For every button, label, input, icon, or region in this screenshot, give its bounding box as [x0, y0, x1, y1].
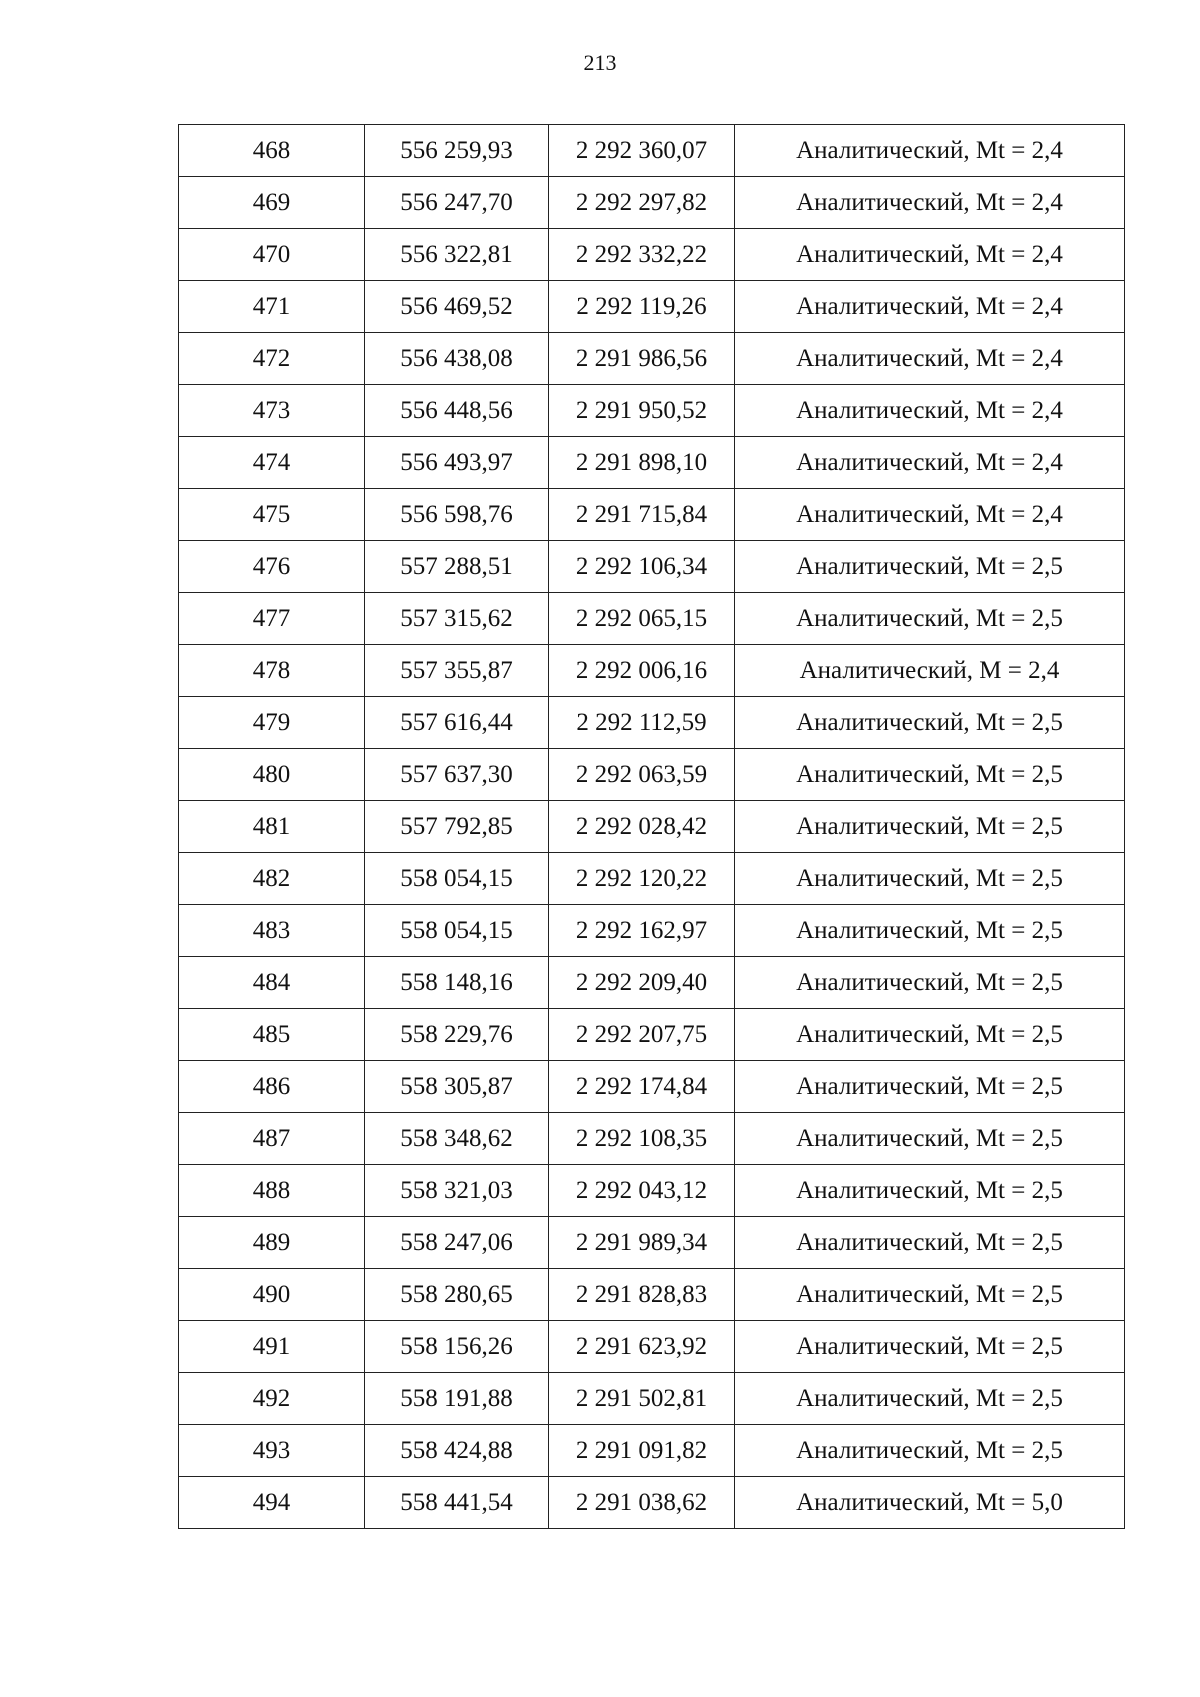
y-coordinate-cell: 2 292 360,07: [549, 125, 735, 177]
point-number-cell: 494: [179, 1477, 365, 1529]
y-coordinate-cell: 2 292 106,34: [549, 541, 735, 593]
method-cell: Аналитический, Mt = 5,0: [735, 1477, 1125, 1529]
point-number-cell: 470: [179, 229, 365, 281]
table-row: [179, 437, 1125, 489]
x-coordinate-cell: 557 616,44: [365, 697, 549, 749]
point-number-cell: 478: [179, 645, 365, 697]
point-number-cell: 476: [179, 541, 365, 593]
y-coordinate-cell: 2 291 502,81: [549, 1373, 735, 1425]
x-coordinate-cell: 558 348,62: [365, 1113, 549, 1165]
x-coordinate-cell: 557 792,85: [365, 801, 549, 853]
point-number-cell: 475: [179, 489, 365, 541]
table-row: [179, 1373, 1125, 1425]
table-row: [179, 1009, 1125, 1061]
point-number-cell: 493: [179, 1425, 365, 1477]
method-cell: Аналитический, Mt = 2,5: [735, 697, 1125, 749]
table-row: [179, 1425, 1125, 1477]
x-coordinate-cell: 558 148,16: [365, 957, 549, 1009]
y-coordinate-cell: 2 291 091,82: [549, 1425, 735, 1477]
y-coordinate-cell: 2 291 950,52: [549, 385, 735, 437]
point-number-cell: 479: [179, 697, 365, 749]
x-coordinate-cell: 557 288,51: [365, 541, 549, 593]
x-coordinate-cell: 556 247,70: [365, 177, 549, 229]
point-number-cell: 484: [179, 957, 365, 1009]
point-number-cell: 471: [179, 281, 365, 333]
x-coordinate-cell: 558 424,88: [365, 1425, 549, 1477]
y-coordinate-cell: 2 291 038,62: [549, 1477, 735, 1529]
x-coordinate-cell: 557 315,62: [365, 593, 549, 645]
x-coordinate-cell: 558 441,54: [365, 1477, 549, 1529]
x-coordinate-cell: 558 247,06: [365, 1217, 549, 1269]
x-coordinate-cell: 557 637,30: [365, 749, 549, 801]
point-number-cell: 468: [179, 125, 365, 177]
table-row: [179, 801, 1125, 853]
point-number-cell: 481: [179, 801, 365, 853]
y-coordinate-cell: 2 291 986,56: [549, 333, 735, 385]
method-cell: Аналитический, Mt = 2,4: [735, 385, 1125, 437]
method-cell: Аналитический, Mt = 2,4: [735, 125, 1125, 177]
method-cell: Аналитический, Mt = 2,5: [735, 1217, 1125, 1269]
x-coordinate-cell: 556 598,76: [365, 489, 549, 541]
x-coordinate-cell: 556 438,08: [365, 333, 549, 385]
x-coordinate-cell: 556 448,56: [365, 385, 549, 437]
y-coordinate-cell: 2 292 119,26: [549, 281, 735, 333]
x-coordinate-cell: 558 305,87: [365, 1061, 549, 1113]
point-number-cell: 477: [179, 593, 365, 645]
x-coordinate-cell: 558 054,15: [365, 905, 549, 957]
method-cell: Аналитический, Mt = 2,4: [735, 281, 1125, 333]
coordinates-table: [178, 124, 1125, 1529]
y-coordinate-cell: 2 292 063,59: [549, 749, 735, 801]
point-number-cell: 490: [179, 1269, 365, 1321]
point-number-cell: 473: [179, 385, 365, 437]
x-coordinate-cell: 558 280,65: [365, 1269, 549, 1321]
x-coordinate-cell: 558 054,15: [365, 853, 549, 905]
y-coordinate-cell: 2 292 207,75: [549, 1009, 735, 1061]
table-row: [179, 1165, 1125, 1217]
method-cell: Аналитический, Mt = 2,5: [735, 1009, 1125, 1061]
y-coordinate-cell: 2 292 065,15: [549, 593, 735, 645]
table-row: [179, 229, 1125, 281]
method-cell: Аналитический, Mt = 2,4: [735, 333, 1125, 385]
method-cell: Аналитический, Mt = 2,5: [735, 957, 1125, 1009]
y-coordinate-cell: 2 291 898,10: [549, 437, 735, 489]
table-row: [179, 1321, 1125, 1373]
x-coordinate-cell: 558 191,88: [365, 1373, 549, 1425]
table-row: [179, 281, 1125, 333]
point-number-cell: 469: [179, 177, 365, 229]
x-coordinate-cell: 558 229,76: [365, 1009, 549, 1061]
point-number-cell: 489: [179, 1217, 365, 1269]
table-row: [179, 905, 1125, 957]
y-coordinate-cell: 2 291 989,34: [549, 1217, 735, 1269]
x-coordinate-cell: 556 322,81: [365, 229, 549, 281]
y-coordinate-cell: 2 292 162,97: [549, 905, 735, 957]
method-cell: Аналитический, Mt = 2,5: [735, 1321, 1125, 1373]
point-number-cell: 487: [179, 1113, 365, 1165]
point-number-cell: 480: [179, 749, 365, 801]
x-coordinate-cell: 558 321,03: [365, 1165, 549, 1217]
table-row: [179, 749, 1125, 801]
method-cell: Аналитический, Mt = 2,4: [735, 177, 1125, 229]
x-coordinate-cell: 558 156,26: [365, 1321, 549, 1373]
point-number-cell: 472: [179, 333, 365, 385]
method-cell: Аналитический, Mt = 2,5: [735, 1373, 1125, 1425]
y-coordinate-cell: 2 291 828,83: [549, 1269, 735, 1321]
point-number-cell: 488: [179, 1165, 365, 1217]
point-number-cell: 491: [179, 1321, 365, 1373]
method-cell: Аналитический, Mt = 2,5: [735, 1425, 1125, 1477]
y-coordinate-cell: 2 292 120,22: [549, 853, 735, 905]
x-coordinate-cell: 557 355,87: [365, 645, 549, 697]
method-cell: Аналитический, Mt = 2,5: [735, 905, 1125, 957]
page-number: 213: [583, 50, 617, 75]
method-cell: Аналитический, Mt = 2,5: [735, 749, 1125, 801]
table-row: [179, 1113, 1125, 1165]
method-cell: Аналитический, Mt = 2,4: [735, 229, 1125, 281]
method-cell: Аналитический, Mt = 2,4: [735, 437, 1125, 489]
method-cell: Аналитический, Mt = 2,5: [735, 1165, 1125, 1217]
method-cell: Аналитический, Mt = 2,5: [735, 593, 1125, 645]
x-coordinate-cell: 556 469,52: [365, 281, 549, 333]
table-row: [179, 1061, 1125, 1113]
method-cell: Аналитический, Mt = 2,4: [735, 489, 1125, 541]
y-coordinate-cell: 2 292 209,40: [549, 957, 735, 1009]
method-cell: Аналитический, Mt = 2,5: [735, 1061, 1125, 1113]
y-coordinate-cell: 2 292 043,12: [549, 1165, 735, 1217]
y-coordinate-cell: 2 292 028,42: [549, 801, 735, 853]
table-row: [179, 385, 1125, 437]
table-row: [179, 957, 1125, 1009]
table-row: [179, 1217, 1125, 1269]
point-number-cell: 492: [179, 1373, 365, 1425]
y-coordinate-cell: 2 292 108,35: [549, 1113, 735, 1165]
table-row: [179, 333, 1125, 385]
method-cell: Аналитический, Mt = 2,5: [735, 1113, 1125, 1165]
y-coordinate-cell: 2 292 297,82: [549, 177, 735, 229]
table-row: [179, 645, 1125, 697]
table-row: [179, 125, 1125, 177]
method-cell: Аналитический, Mt = 2,5: [735, 801, 1125, 853]
point-number-cell: 485: [179, 1009, 365, 1061]
y-coordinate-cell: 2 292 112,59: [549, 697, 735, 749]
x-coordinate-cell: 556 259,93: [365, 125, 549, 177]
y-coordinate-cell: 2 291 623,92: [549, 1321, 735, 1373]
point-number-cell: 482: [179, 853, 365, 905]
table-row: [179, 489, 1125, 541]
table-row: [179, 697, 1125, 749]
method-cell: Аналитический, Mt = 2,5: [735, 853, 1125, 905]
table-row: [179, 1269, 1125, 1321]
y-coordinate-cell: 2 292 006,16: [549, 645, 735, 697]
y-coordinate-cell: 2 292 174,84: [549, 1061, 735, 1113]
table-row: [179, 593, 1125, 645]
table-row: [179, 853, 1125, 905]
table-row: [179, 541, 1125, 593]
y-coordinate-cell: 2 291 715,84: [549, 489, 735, 541]
table-row: [179, 177, 1125, 229]
method-cell: Аналитический, M = 2,4: [735, 645, 1125, 697]
method-cell: Аналитический, Mt = 2,5: [735, 541, 1125, 593]
method-cell: Аналитический, Mt = 2,5: [735, 1269, 1125, 1321]
coordinates-table-body: [179, 125, 1125, 1529]
point-number-cell: 474: [179, 437, 365, 489]
x-coordinate-cell: 556 493,97: [365, 437, 549, 489]
y-coordinate-cell: 2 292 332,22: [549, 229, 735, 281]
point-number-cell: 483: [179, 905, 365, 957]
point-number-cell: 486: [179, 1061, 365, 1113]
table-row: [179, 1477, 1125, 1529]
